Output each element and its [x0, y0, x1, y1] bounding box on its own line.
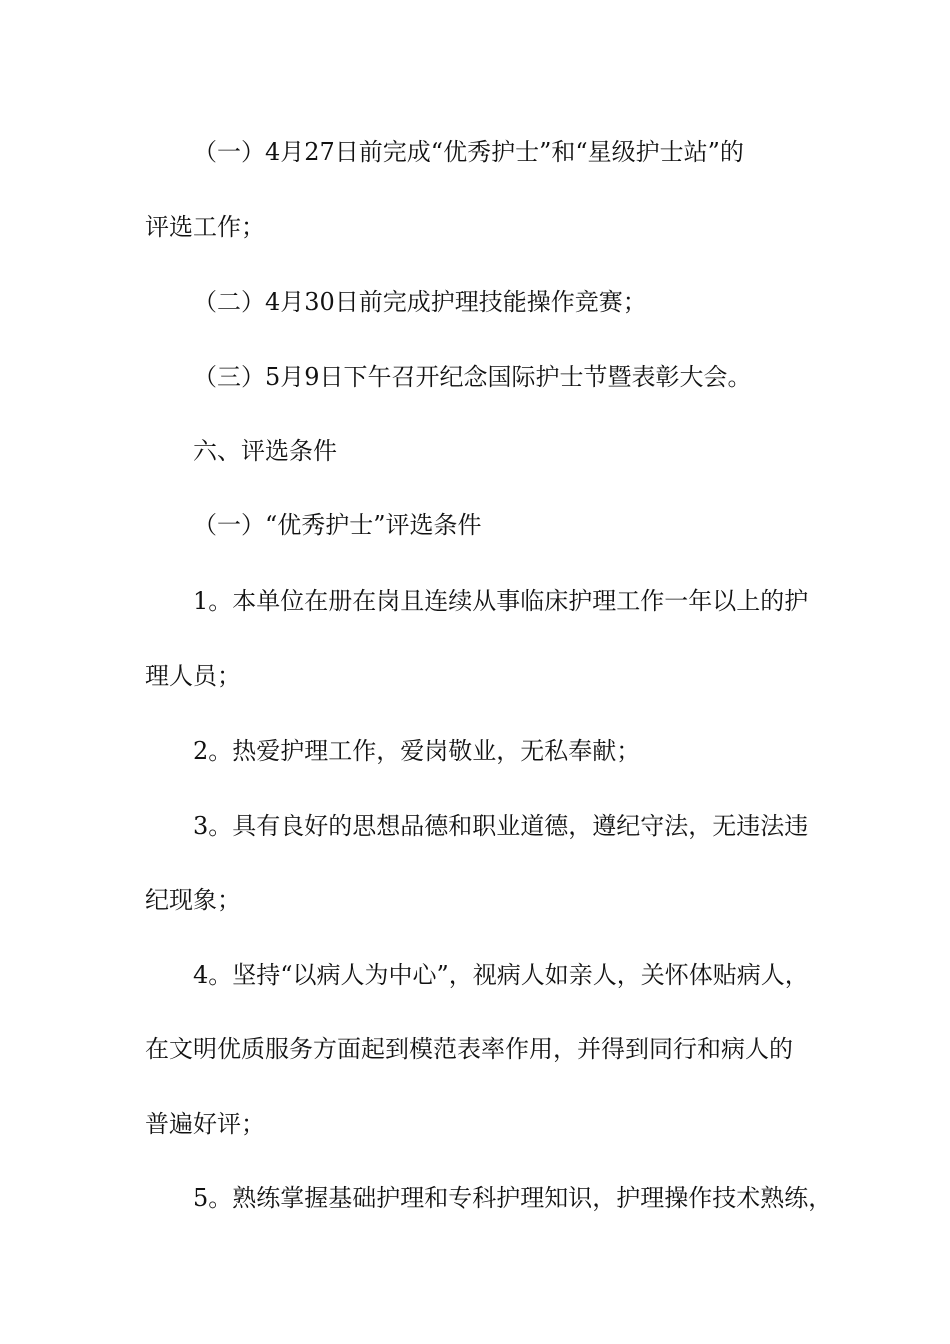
text-line: 在文明优质服务方面起到模范表率作用，并得到同行和病人的 [145, 1035, 793, 1063]
section-heading: 六、评选条件 [193, 437, 337, 465]
text-line: 4。坚持“以病人为中心”，视病人如亲人，关怀体贴病人， [193, 961, 809, 989]
text-line: （三）5月9日下午召开纪念国际护士节暨表彰大会。 [193, 363, 752, 391]
text-line: 普遍好评； [145, 1110, 265, 1138]
text-line: 5。熟练掌握基础护理和专科护理知识，护理操作技术熟练， [193, 1184, 833, 1212]
text-line: 评选工作； [145, 213, 265, 241]
text-line: 3。具有良好的思想品德和职业道德，遵纪守法，无违法违 [193, 812, 809, 840]
text-line: 纪现象； [145, 886, 241, 914]
text-line: （二）4月30日前完成护理技能操作竞赛； [193, 288, 647, 316]
text-line: 理人员； [145, 662, 241, 690]
text-line: （一）4月27日前完成“优秀护士”和“星级护士站”的 [193, 138, 744, 166]
subsection-heading: （一）“优秀护士”评选条件 [193, 511, 482, 539]
text-line: 2。热爱护理工作，爱岗敬业，无私奉献； [193, 737, 641, 765]
text-line: 1。本单位在册在岗且连续从事临床护理工作一年以上的护 [193, 587, 809, 615]
